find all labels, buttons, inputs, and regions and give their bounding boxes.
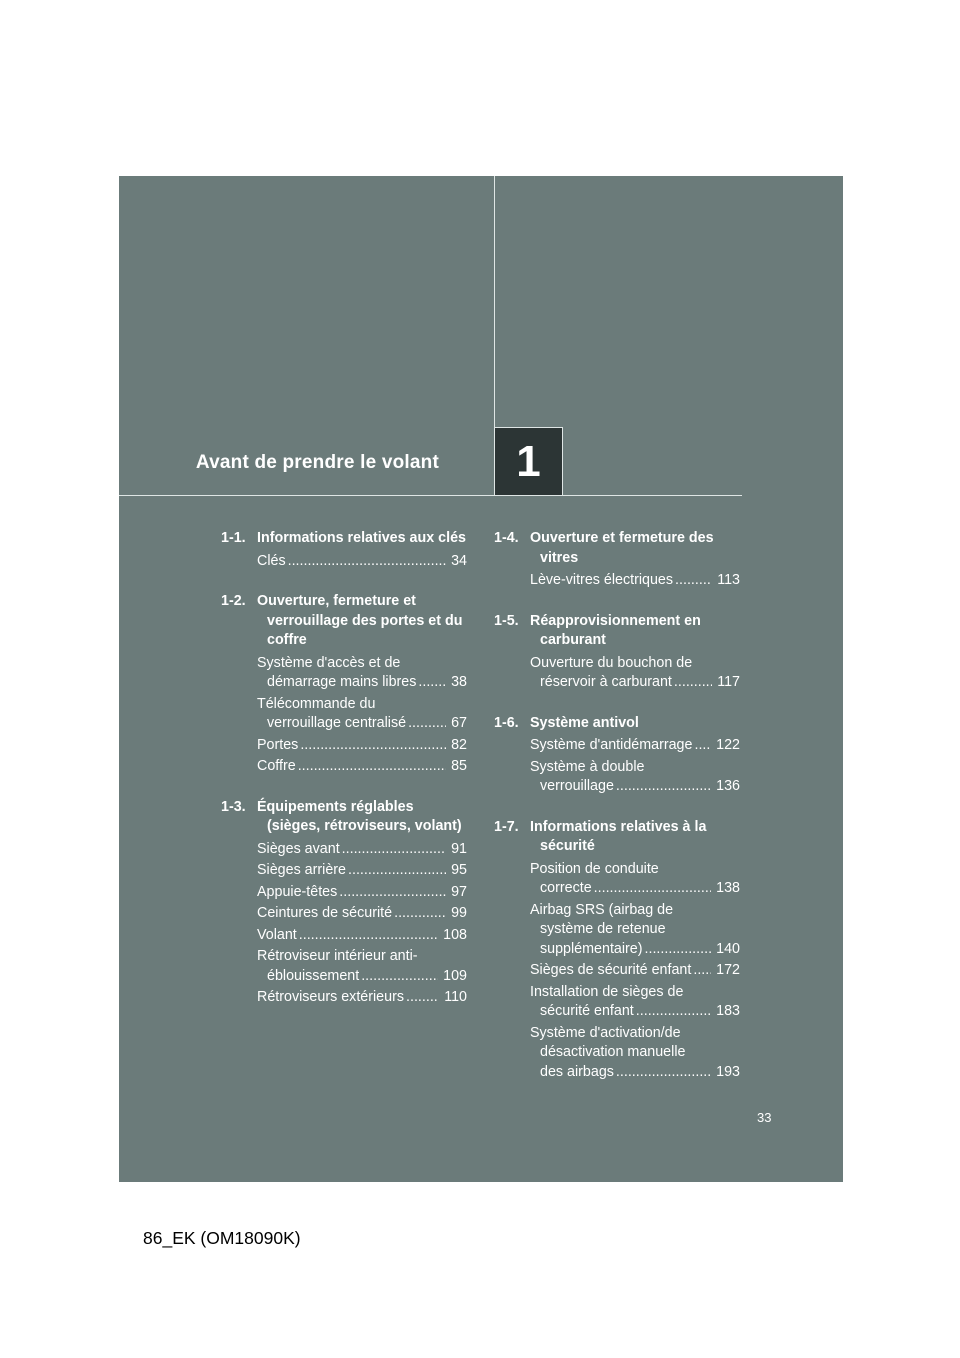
- toc-entry-label: [257, 654, 446, 693]
- toc-entry-label: [257, 840, 446, 860]
- toc-entry-label: [530, 736, 711, 756]
- toc-section: [221, 592, 467, 777]
- toc-entry-text: Coffre .....: [257, 758, 296, 774]
- toc-entry[interactable]: [221, 904, 467, 924]
- toc-entry-text: Installation de sièges de sécurité enfant .....: [530, 984, 683, 1020]
- toc-section-heading[interactable]: [494, 529, 740, 568]
- toc-entry-label: [530, 1024, 711, 1083]
- toc-section-heading[interactable]: [494, 818, 740, 857]
- toc-section-number: 1-4.: [494, 530, 519, 546]
- toc-entry[interactable]: [221, 840, 467, 860]
- toc-entry-label: [530, 571, 712, 591]
- toc-entry-page: 140: [716, 940, 740, 957]
- toc-entry-label: [257, 988, 439, 1008]
- toc-entry-label: [530, 758, 711, 797]
- toc-entry-page: 122: [716, 737, 740, 753]
- toc-entry-page: 110: [444, 989, 467, 1005]
- toc-section-number: 1-1.: [221, 530, 246, 546]
- toc-section: [221, 529, 467, 571]
- toc-section-heading[interactable]: [221, 798, 467, 837]
- toc-entry[interactable]: [494, 758, 740, 797]
- toc-entry-text: Sièges arrière .....: [257, 862, 346, 878]
- toc-entry-text: Airbag SRS (airbag de système de retenue supplémentaire) .....: [530, 902, 673, 957]
- toc-entry-text: Système à double verrouillage .....: [530, 759, 644, 795]
- toc-entry[interactable]: [221, 861, 467, 881]
- toc-section-title: Informations relatives à la sécurité: [530, 818, 707, 854]
- toc-section: [221, 798, 467, 1008]
- toc-section-number: 1-6.: [494, 714, 519, 731]
- chapter-title: Avant de prendre le volant: [195, 452, 439, 473]
- toc-section-heading[interactable]: [494, 714, 740, 734]
- toc-section-title: Réapprovisionnement en carburant: [530, 612, 701, 648]
- toc-entry[interactable]: [221, 883, 467, 903]
- toc-entry-page: 97: [451, 883, 467, 900]
- page-number: 33: [757, 1110, 772, 1125]
- toc-entry-label: [530, 860, 711, 899]
- toc-entry-page: 109: [443, 967, 467, 984]
- toc-entry-label: [530, 901, 711, 960]
- toc-entry[interactable]: [494, 1024, 740, 1083]
- toc-entry-page: 172: [716, 962, 740, 978]
- toc-entry-page: 136: [716, 778, 740, 794]
- toc-section-title: Ouverture et fermeture des vitres: [530, 530, 714, 566]
- toc-entry-label: [257, 861, 446, 881]
- toc-entry-page: 117: [717, 674, 740, 690]
- toc-entry-text: Sièges de sécurité enfant .....: [530, 962, 691, 978]
- toc-entry[interactable]: [494, 860, 740, 899]
- toc-entry-text: Télécommande du verrouillage centralisé .....: [257, 696, 406, 732]
- toc-entry-text: Rétroviseurs extérieurs .....: [257, 989, 404, 1005]
- toc-entry-text: Système d'antidémarrage .....: [530, 737, 692, 753]
- toc-entry-page: 38: [451, 674, 467, 690]
- toc-entry-page: 34: [451, 552, 467, 569]
- toc-section-heading[interactable]: [221, 529, 467, 549]
- toc-section-number: 1-2.: [221, 593, 246, 609]
- toc-section: [494, 818, 740, 1083]
- toc-entry-page: 108: [443, 926, 467, 943]
- footer-code: 86_EK (OM18090K): [143, 1228, 301, 1248]
- toc-section-title: Ouverture, fermeture et verrouillage des portes et du coffre: [257, 593, 463, 648]
- toc-entry-label: [257, 552, 446, 572]
- toc-entry[interactable]: [221, 654, 467, 693]
- toc-entry[interactable]: [494, 654, 740, 693]
- toc-entry-text: Système d'accès et de démarrage mains libres .....: [257, 655, 416, 691]
- toc-entry-page: 113: [717, 572, 740, 588]
- toc-section-title: Système antivol: [530, 714, 639, 731]
- toc-entry[interactable]: [494, 961, 740, 981]
- toc-entry-text: Clés .....: [257, 553, 286, 569]
- toc-entry[interactable]: [494, 736, 740, 756]
- toc-section-heading[interactable]: [221, 592, 467, 651]
- toc-entry-text: Lève-vitres électriques .....: [530, 572, 673, 588]
- toc-entry-text: Sièges avant .....: [257, 841, 340, 857]
- toc-section: [494, 612, 740, 693]
- toc-column-right: [494, 529, 740, 1103]
- toc-entry-label: [257, 926, 438, 946]
- toc-entry-page: 95: [451, 862, 467, 878]
- panel-divider-horizontal: [119, 495, 742, 496]
- toc-entry-page: 67: [451, 715, 467, 731]
- toc-entry-label: [257, 904, 446, 924]
- toc-entry-page: 99: [451, 905, 467, 921]
- toc-entry-page: 82: [451, 736, 467, 753]
- toc-section-number: 1-3.: [221, 798, 246, 815]
- toc-entry-label: [530, 983, 711, 1022]
- toc-entry-label: [257, 883, 446, 903]
- toc-section-number: 1-5.: [494, 612, 519, 629]
- toc-entry-text: Système d'activation/de désactivation manuelle des airbags .....: [530, 1025, 685, 1080]
- toc-entry-page: 91: [451, 840, 467, 857]
- toc-section-heading[interactable]: [494, 612, 740, 651]
- toc-entry-label: [530, 961, 711, 981]
- toc-entry-text: Rétroviseur intérieur anti-éblouissement .....: [257, 948, 418, 984]
- toc-entry-page: 183: [716, 1003, 740, 1019]
- toc-entry-text: Ceintures de sécurité .....: [257, 905, 392, 921]
- toc-entry-label: [257, 695, 446, 734]
- toc-entry-page: 193: [716, 1063, 740, 1080]
- toc-entry[interactable]: [494, 983, 740, 1022]
- toc-entry[interactable]: [221, 947, 467, 986]
- toc-entry[interactable]: [221, 552, 467, 572]
- toc-entry[interactable]: [221, 695, 467, 734]
- toc-entry-page: 138: [716, 880, 740, 896]
- toc-entry-label: [530, 654, 712, 693]
- toc-section: [494, 529, 740, 591]
- panel-divider-vertical: [494, 176, 495, 428]
- toc-entry-page: 85: [451, 758, 467, 774]
- toc-entry[interactable]: [494, 901, 740, 960]
- toc-entry-text: Position de conduite correcte .....: [530, 861, 659, 897]
- toc-section: [494, 714, 740, 797]
- toc-entry[interactable]: [221, 757, 467, 777]
- toc-entry-text: Portes .....: [257, 737, 298, 753]
- toc-column-left: [221, 529, 467, 1029]
- toc-entry-text: Appuie-têtes .....: [257, 884, 337, 900]
- toc-entry-label: [257, 736, 446, 756]
- toc-entry-text: Ouverture du bouchon de réservoir à carburant .....: [530, 655, 692, 691]
- toc-entry-label: [257, 947, 438, 986]
- toc-section-title: Informations relatives aux clés: [257, 530, 466, 546]
- toc-section-title: Équipements réglables (sièges, rétroviseurs, volant): [257, 798, 462, 834]
- toc-entry[interactable]: [221, 988, 467, 1008]
- toc-entry[interactable]: [221, 926, 467, 946]
- toc-entry-label: [257, 757, 446, 777]
- toc-entry[interactable]: [221, 736, 467, 756]
- chapter-number-badge: 1: [494, 427, 563, 496]
- toc-entry-text: Volant .....: [257, 927, 297, 943]
- toc-entry[interactable]: [494, 571, 740, 591]
- toc-section-number: 1-7.: [494, 818, 519, 835]
